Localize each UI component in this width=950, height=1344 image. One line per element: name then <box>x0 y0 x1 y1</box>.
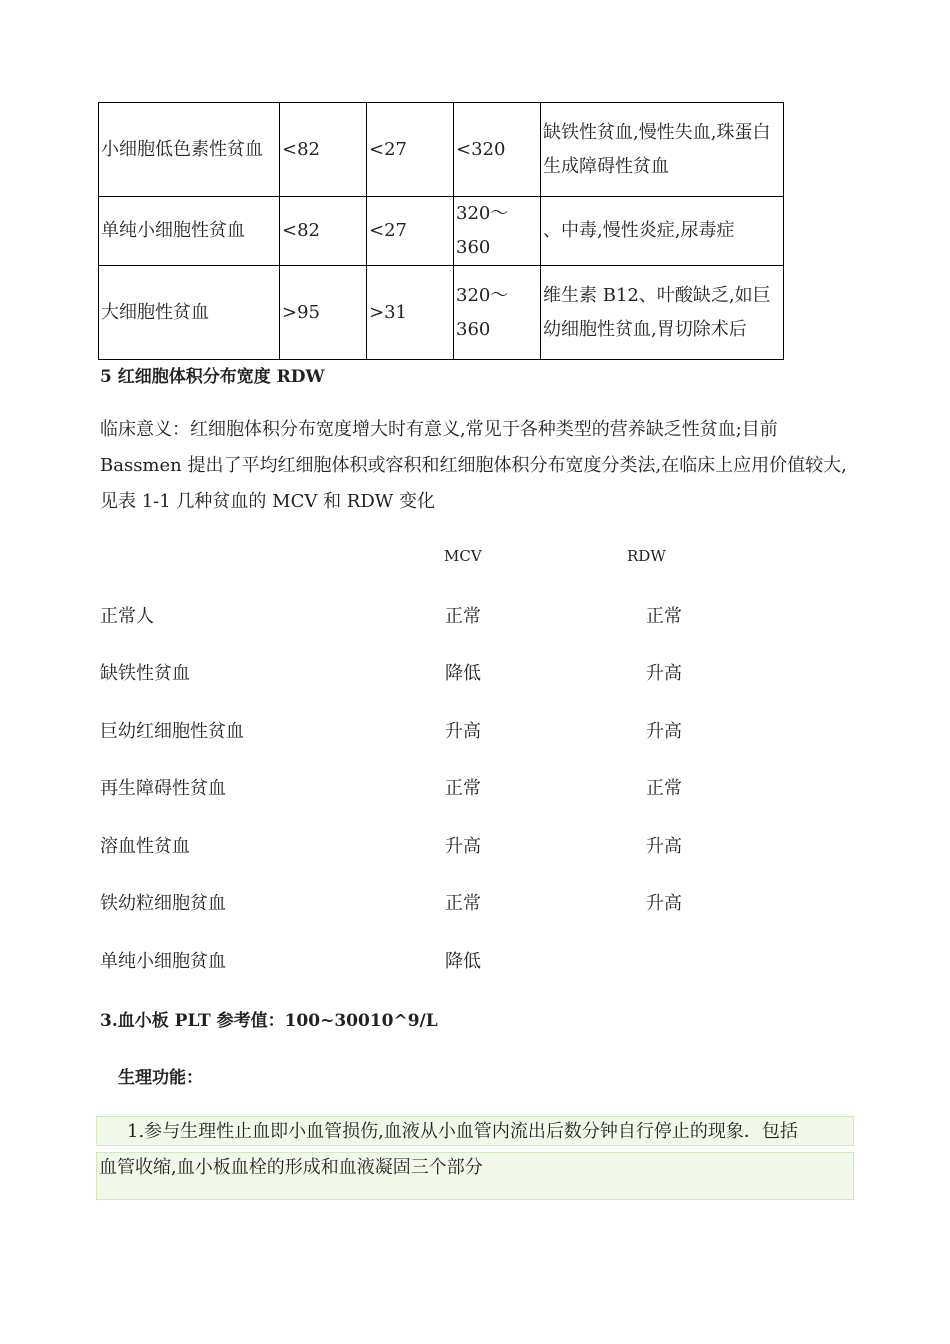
cell-causes: 、中毒,慢性炎症,尿毒症 <box>541 197 784 266</box>
cell-mchc: <320 <box>454 103 541 197</box>
list-item-name: 溶血性贫血 <box>100 836 190 857</box>
cell-type: 大细胞性贫血 <box>99 266 280 360</box>
table-row <box>99 197 784 266</box>
list-item-name: 再生障碍性贫血 <box>100 778 226 799</box>
list-item-mcv: 正常 <box>445 606 481 627</box>
cell-mcv: <82 <box>280 103 367 197</box>
list-item-name: 缺铁性贫血 <box>100 663 190 684</box>
list-item-mcv: 升高 <box>445 721 481 742</box>
list-item-mcv: 正常 <box>445 893 481 914</box>
cell-mchc: 320～360 <box>454 197 541 266</box>
highlighted-line-2: 血管收缩,血小板血栓的形成和血液凝固三个部分 <box>96 1152 854 1200</box>
cell-type: 单纯小细胞性贫血 <box>99 197 280 266</box>
cell-mch: <27 <box>367 197 454 266</box>
cell-causes: 维生素 B12、叶酸缺乏,如巨幼细胞性贫血,胃切除术后 <box>541 266 784 360</box>
column-header-rdw: RDW <box>627 547 666 565</box>
list-item-rdw: 升高 <box>646 721 682 742</box>
cell-mcv: >95 <box>280 266 367 360</box>
table-row <box>99 266 784 360</box>
list-item-name: 正常人 <box>100 606 154 627</box>
cell-type: 小细胞低色素性贫血 <box>99 103 280 197</box>
list-item-mcv: 降低 <box>445 663 481 684</box>
list-item-mcv: 升高 <box>445 836 481 857</box>
cell-causes: 缺铁性贫血,慢性失血,珠蛋白生成障碍性贫血 <box>541 103 784 197</box>
list-item-mcv: 正常 <box>445 778 481 799</box>
list-item-rdw: 升高 <box>646 836 682 857</box>
section-heading-plt: 3.血小板 PLT 参考值：100~30010^9/L <box>100 1011 438 1031</box>
list-item-rdw: 正常 <box>646 778 682 799</box>
anemia-classification-table <box>98 102 784 360</box>
column-header-mcv: MCV <box>444 547 482 565</box>
list-item-rdw: 正常 <box>646 606 682 627</box>
highlighted-line-1: 1.参与生理性止血即小血管损伤,血液从小血管内流出后数分钟自行停止的现象．包括 <box>96 1116 854 1146</box>
list-item-name: 单纯小细胞贫血 <box>100 951 226 972</box>
list-item-name: 巨幼红细胞性贫血 <box>100 721 244 742</box>
rdw-paragraph: 临床意义：红细胞体积分布宽度增大时有意义,常见于各种类型的营养缺乏性贫血;目前 Bassmen 提出了平均红细胞体积或容积和红细胞体积分布宽度分类法,在临床上应用价值较大,见表 1-1 几种贫血的 MCV 和 RDW 变化 <box>100 419 847 512</box>
cell-mch: >31 <box>367 266 454 360</box>
section-heading-rdw: 5 红细胞体积分布宽度 RDW <box>100 367 325 387</box>
cell-mch: <27 <box>367 103 454 197</box>
list-item-mcv: 降低 <box>445 951 481 972</box>
cell-mchc: 320～360 <box>454 266 541 360</box>
list-item-name: 铁幼粒细胞贫血 <box>100 893 226 914</box>
list-item-rdw: 升高 <box>646 663 682 684</box>
cell-mcv: <82 <box>280 197 367 266</box>
list-item-rdw: 升高 <box>646 893 682 914</box>
table-row <box>99 103 784 197</box>
subheading-function: 生理功能： <box>118 1068 203 1088</box>
